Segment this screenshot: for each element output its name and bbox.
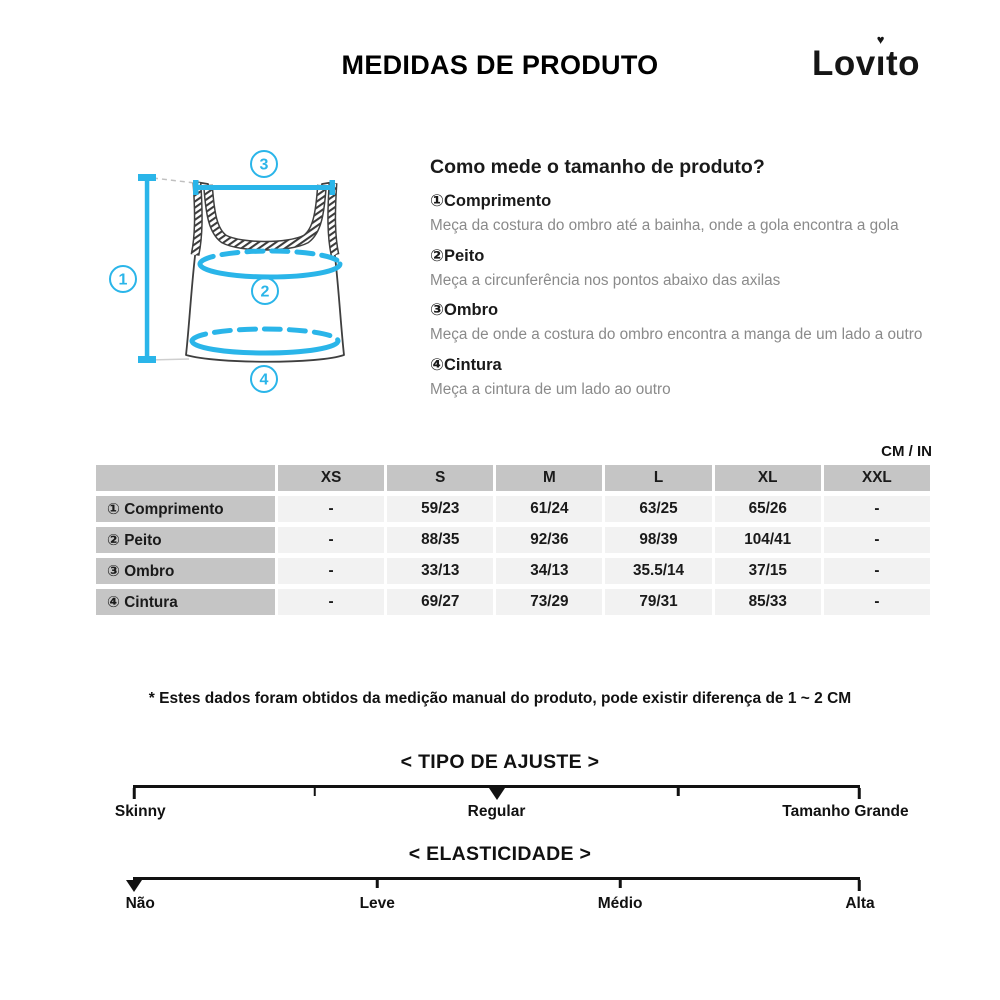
elasticity-marker-icon	[126, 880, 142, 892]
fit-label-skinny: Skinny	[114, 803, 166, 820]
heart-icon: ♥	[876, 32, 885, 47]
fit-scale-labels	[114, 803, 909, 823]
fit-tick-0	[133, 788, 136, 799]
page-title: MEDIDAS DE PRODUTO	[341, 50, 659, 80]
elasticity-label-medio: Médio	[597, 895, 643, 912]
fit-tick-100	[858, 788, 861, 799]
instruction-name-ombro: ③Ombro	[430, 301, 499, 320]
instruction-desc-comprimento: Meça da costura do ombro até a bainha, onde a gola encontra a gola	[430, 217, 899, 234]
instruction-name-peito: ②Peito	[430, 246, 485, 265]
elasticity-tick-67	[619, 880, 622, 888]
callout-2-num: 2	[260, 283, 270, 301]
measurement-disclaimer: * Estes dados foram obtidos da medição manual do produto, pode existir diferença de 1 ~ 2 CM	[148, 690, 852, 707]
header-cell-xxl: XXL	[824, 465, 930, 491]
elasticity-scale-labels	[125, 895, 875, 915]
shoulder-left-cap	[193, 180, 199, 195]
elasticity-scale-line	[133, 877, 860, 880]
fit-scale-title: < TIPO DE AJUSTE >	[400, 751, 600, 773]
instructions-heading: Como mede o tamanho de produto?	[430, 156, 765, 178]
fit-marker-icon	[489, 788, 505, 800]
garment-measurement-diagram	[95, 142, 357, 404]
elasticity-label-leve: Leve	[359, 895, 395, 912]
table-row-ombro: ③ Ombro - 33/13 34/13 35.5/14 37/15 -	[96, 558, 930, 584]
elasticity-scale-title: < ELASTICIDADE >	[408, 843, 592, 865]
size-table-header-row	[96, 465, 930, 491]
fit-label-regular: Regular	[467, 803, 526, 820]
neck-trim-hatch	[208, 185, 322, 246]
instruction-desc-peito: Meça a circunferência nos pontos abaixo das axilas	[430, 271, 781, 289]
header-cell-m: M	[496, 465, 602, 491]
header-cell-xl: XL	[715, 465, 821, 491]
header-cell-l: L	[605, 465, 711, 491]
length-top-cap	[138, 174, 156, 181]
header-cell-xs: XS	[278, 465, 384, 491]
instruction-desc-cintura: Meça a cintura de um lado ao outro	[430, 381, 671, 399]
length-bottom-cap	[138, 356, 156, 363]
header-cell-empty	[96, 465, 275, 491]
fit-label-tamanho-grande: Tamanho Grande	[782, 803, 909, 820]
measurement-instructions	[430, 156, 948, 401]
callout-1-num: 1	[118, 271, 128, 289]
fit-tick-25	[314, 788, 317, 796]
table-row-comprimento: ① Comprimento - 59/23 61/24 63/25 65/26 -	[96, 496, 930, 522]
table-row-cintura: ④ Cintura - 69/27 73/29 79/31 85/33 -	[96, 589, 930, 615]
elasticity-label-nao: Não	[125, 895, 155, 912]
header-cell-s: S	[387, 465, 493, 491]
shoulder-measure-line	[196, 185, 332, 190]
table-row-peito: ② Peito - 88/35 92/36 98/39 104/41 -	[96, 527, 930, 553]
shoulder-right-cap	[330, 180, 336, 195]
top-leader-line	[153, 178, 195, 183]
fit-scale-line	[133, 785, 860, 788]
unit-label: CM / IN	[881, 443, 932, 460]
elasticity-tick-33	[376, 880, 379, 888]
elasticity-label-alta: Alta	[845, 895, 875, 912]
size-table	[93, 460, 933, 620]
callout-3-num: 3	[259, 156, 269, 174]
instruction-name-cintura: ④Cintura	[430, 356, 502, 375]
brand-logo: Lovı ♥ to	[811, 32, 920, 83]
length-measure-line	[145, 177, 150, 360]
fit-tick-75	[677, 788, 680, 796]
instruction-desc-ombro: Meça de onde a costura do ombro encontra a manga de um lado a outro	[430, 326, 923, 344]
instruction-name-comprimento: ①Comprimento	[430, 192, 552, 210]
elasticity-tick-100	[858, 880, 861, 891]
callout-4-num: 4	[259, 371, 269, 389]
